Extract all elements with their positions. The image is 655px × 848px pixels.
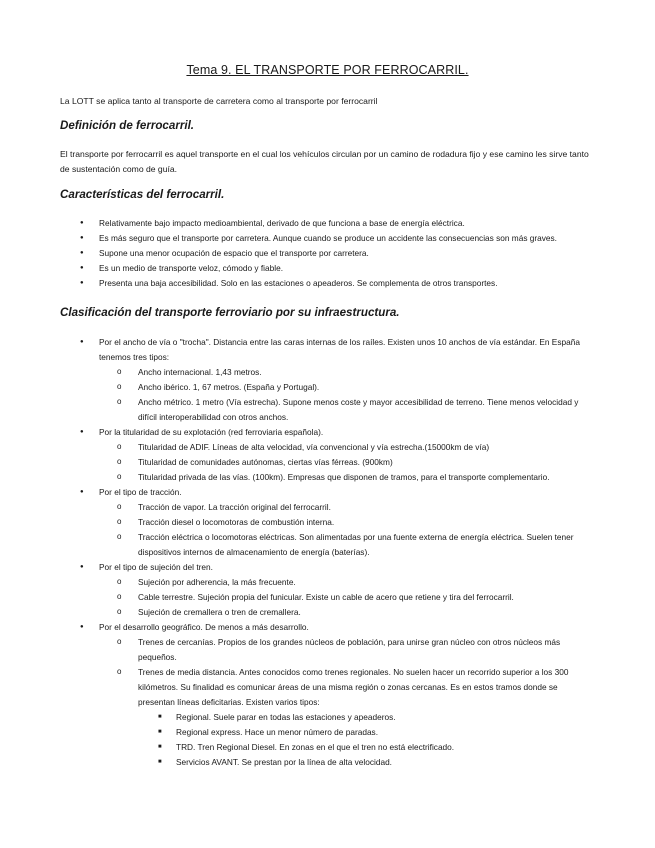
list-item: o Cable terrestre. Sujeción propia del funicular. Existe un cable de acero que retiene y tira del ferrocarril.: [0, 590, 655, 605]
list-item: ■ Regional. Suele parar en todas las estaciones y apeaderos.: [0, 710, 655, 725]
list-item-ancho: ● Por el ancho de vía o "trocha". Distancia entre las caras internas de los raíles. Existen unos 10 anchos de vía estándar. En España tenemos tres tipos:: [0, 335, 655, 365]
list-item: ■ TRD. Tren Regional Diesel. En zonas en el que el tren no está electrificado.: [0, 740, 655, 755]
list-item: o Trenes de cercanías. Propios de los grandes núcleos de población, para unirse gran núcleo con otros núcleos más pequeños.: [0, 635, 655, 665]
list-item: o Ancho métrico. 1 metro (Vía estrecha). Supone menos coste y mayor accesibilidad de terreno. Tiene menos velocidad y difícil interoperabilidad con otros anchos.: [0, 395, 655, 425]
list-item-titularidad: ● Por la titularidad de su explotación (red ferroviaria española).: [0, 425, 655, 440]
definicion-paragraph: El transporte por ferrocarril es aquel transporte en el cual los vehículos circulan por un camino de rodadura fijo y ese camino les sirve tanto de sustentación como de guía.: [60, 149, 589, 174]
list-item: o Ancho internacional. 1,43 metros.: [0, 365, 655, 380]
list-item: ● Supone una menor ocupación de espacio que el transporte por carretera.: [0, 246, 655, 261]
page-title: Tema 9. EL TRANSPORTE POR FERROCARRIL.: [186, 63, 469, 77]
list-item: ■ Regional express. Hace un menor número de paradas.: [0, 725, 655, 740]
caracteristicas-list: [0, 216, 655, 291]
intro-paragraph: La LOTT se aplica tanto al transporte de carretera como al transporte por ferrocarril: [60, 96, 378, 106]
list-item: ● Es más seguro que el transporte por carretera. Aunque cuando se produce un accidente las consecuencias son más graves.: [0, 231, 655, 246]
list-item: ● Relativamente bajo impacto medioambiental, derivado de que funciona a base de energía eléctrica.: [0, 216, 655, 231]
heading-clasificacion: Clasificación del transporte ferroviario por su infraestructura.: [60, 306, 400, 319]
heading-definicion: Definición de ferrocarril.: [60, 119, 195, 132]
list-item: o Sujeción por adherencia, la más frecuente.: [0, 575, 655, 590]
list-item: ■ Servicios AVANT. Se prestan por la línea de alta velocidad.: [0, 755, 655, 770]
list-item: ● Presenta una baja accesibilidad. Solo en las estaciones o apeaderos. Se complementa de otros transportes.: [0, 276, 655, 291]
list-item: o Tracción de vapor. La tracción original del ferrocarril.: [0, 500, 655, 515]
list-item: o Trenes de media distancia. Antes conocidos como trenes regionales. No suelen hacer un recorrido superior a los 300 kilómetros. Su finalidad es comunicar áreas de una misma región o zonas cercanas. Es en estos tramos donde se presentan líneas deficitarias. Existen varios tipos:: [0, 665, 655, 710]
list-item: o Ancho ibérico. 1, 67 metros. (España y Portugal).: [0, 380, 655, 395]
list-item-sujecion: ● Por el tipo de sujeción del tren.: [0, 560, 655, 575]
list-item: ● Es un medio de transporte veloz, cómodo y fiable.: [0, 261, 655, 276]
list-item: o Tracción eléctrica o locomotoras eléctricas. Son alimentadas por una fuente externa de energía eléctrica. Suelen tener dispositivos internos de almacenamiento de energía (baterías).: [0, 530, 655, 560]
list-item-traccion: ● Por el tipo de tracción.: [0, 485, 655, 500]
clasificacion-list: [0, 335, 655, 770]
list-item: o Titularidad de comunidades autónomas, ciertas vías férreas. (900km): [0, 455, 655, 470]
heading-caracteristicas: Características del ferrocarril.: [60, 188, 225, 201]
list-item: o Titularidad de ADIF. Líneas de alta velocidad, vía convencional y vía estrecha.(15000km de vía): [0, 440, 655, 455]
list-item: o Titularidad privada de las vías. (100km). Empresas que disponen de tramos, para el transporte complementario.: [0, 470, 655, 485]
list-item: o Sujeción de cremallera o tren de cremallera.: [0, 605, 655, 620]
list-item: o Tracción diesel o locomotoras de combustión interna.: [0, 515, 655, 530]
list-item-desarrollo: ● Por el desarrollo geográfico. De menos a más desarrollo.: [0, 620, 655, 635]
